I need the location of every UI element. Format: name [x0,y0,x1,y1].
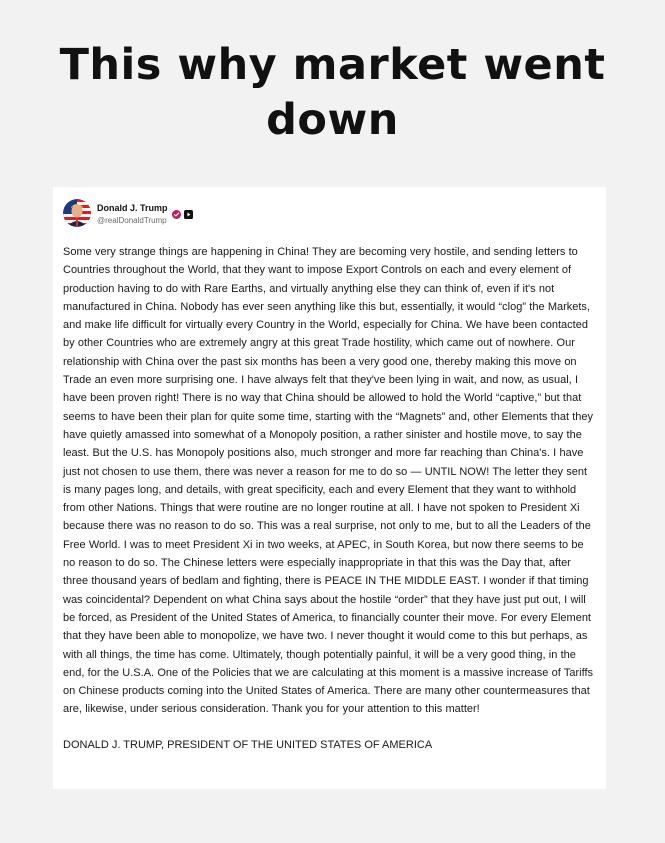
avatar-image [63,199,91,227]
author-row [97,202,193,215]
post-body: Some very strange things are happening in China! They are becoming very hostile, and sending letters to Countries throughout the World, that they want to impose Export Controls on each and every element of production having to do with Rare Earths, and virtually anything else they can think of, even if it's not manufactured in China. Nobody has ever seen anything like this but, essentially, it would “clog” the Markets, and make life difficult for virtually every Country in the World, especially for China. We have been contacted by other Countries who are extremely angry at this great Trade hostility, which came out of nowhere. Our relationship with China over the past six months has been a very good one, thereby making this move on Trade an even more surprising one. I have always felt that they've been lying in wait, and now, as usual, I have been proven right! There is no way that China should be allowed to hold the World “captive,” but that seems to have been their plan for quite some time, starting with the “Magnets” and, other Elements that they have quietly amassed into somewhat of a Monopoly position, a rather sinister and hostile move, to say the least. But the U.S. has Monopoly positions also, much stronger and more far reaching than China's. I have just not chosen to use them, there was never a reason for me to do so — UNTIL NOW! The letter they sent is many pages long, and details, with great specificity, each and every Element that they want to withhold from other Nations. Things that were routine are no longer routine at all. I have not spoken to President Xi because there was no reason to do so. This was a real surprise, not only to me, but to all the Leaders of the Free World. I was to meet President Xi in two weeks, at APEC, in South Korea, but now there seems to be no reason to do so. The Chinese letters were especially inappropriate in that this was the Day that, after three thousand years of bedlam and fighting, there is PEACE IN THE MIDDLE EAST. I wonder if that timing was coincidental? Dependent on what China says about the hostile “order” that they have just put out, I will be forced, as President of the United States of America, to financially counter their move. For every Element that they have been able to monopolize, we have two. I never thought it would come to this but perhaps, as with all things, the time has come. Ultimately, though potentially painful, it will be a very good thing, in the end, for the U.S.A. One of the Policies that we are calculating at this moment is a massive increase of Tariffs on Chinese products coming into the United States of America. There are many other countermeasures that are, likewise, under serious consideration. Thank you for your attention to this matter! [63,246,594,716]
author-block [97,202,193,225]
post-signature: DONALD J. TRUMP, PRESIDENT OF THE UNITED STATES OF AMERICA [63,738,433,751]
post-header [63,197,596,229]
verified-badge-icon [172,204,181,213]
author-handle[interactable]: @realDonaldTrump [97,215,167,225]
play-icon[interactable] [184,204,193,213]
meme-title: This why market went down [59,40,606,145]
post-card [53,187,606,789]
avatar[interactable] [63,199,91,227]
author-name[interactable]: Donald J. Trump [97,203,168,213]
